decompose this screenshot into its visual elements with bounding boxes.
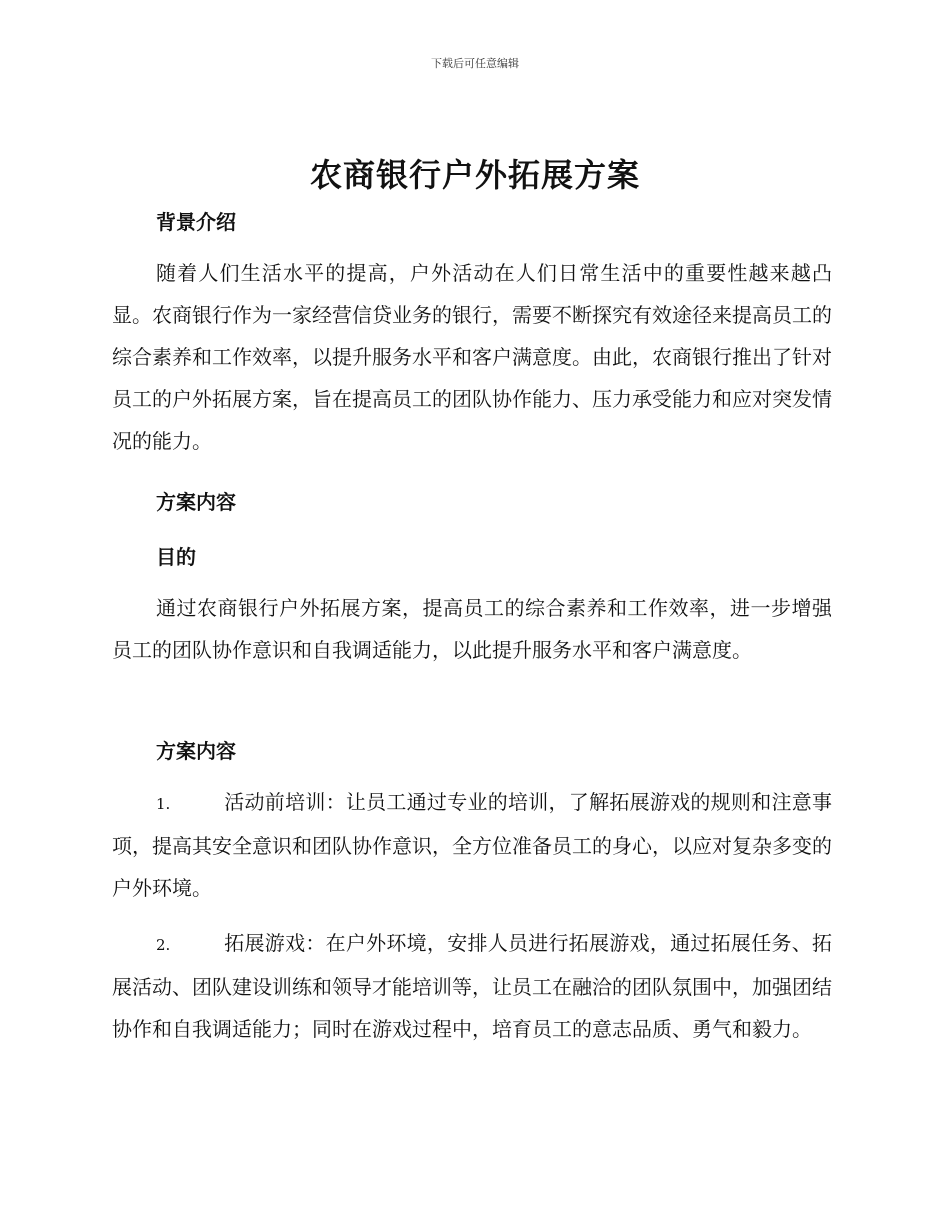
purpose-paragraph: 通过农商银行户外拓展方案，提高员工的综合素养和工作效率，进一步增强员工的团队协作意识和自我调适能力，以此提升服务水平和客户满意度。 bbox=[112, 596, 832, 662]
plan-content-heading: 方案内容 bbox=[156, 739, 236, 763]
list-item bbox=[112, 922, 832, 1050]
plan-heading: 方案内容 bbox=[156, 490, 236, 514]
list-item-text: 活动前培训：让员工通过专业的培训，了解拓展游戏的规则和注意事项，提高其安全意识和团队协作意识，全方位准备员工的身心，以应对复杂多变的户外环境。 bbox=[112, 790, 832, 900]
background-heading: 背景介绍 bbox=[156, 210, 236, 234]
document-title: 农商银行户外拓展方案 bbox=[309, 156, 640, 194]
list-item-text: 拓展游戏：在户外环境，安排人员进行拓展游戏，通过拓展任务、拓展活动、团队建设训练和领导才能培训等，让员工在融洽的团队氛围中，加强团结协作和自我调适能力；同时在游戏过程中，培育员工的意志品质、勇气和毅力。 bbox=[112, 931, 832, 1041]
background-paragraph: 随着人们生活水平的提高，户外活动在人们日常生活中的重要性越来越凸显。农商银行作为一家经营信贷业务的银行，需要不断探究有效途径来提高员工的综合素养和工作效率，以提升服务水平和客户满意度。由此，农商银行推出了针对员工的户外拓展方案，旨在提高员工的团队协作能力、压力承受能力和应对突发情况的能力。 bbox=[112, 261, 832, 453]
header-note: 下载后可任意编辑 bbox=[431, 57, 519, 70]
list-item-number: 1. bbox=[156, 795, 171, 813]
list-item bbox=[112, 781, 832, 909]
purpose-heading: 目的 bbox=[156, 545, 196, 569]
list-item-number: 2. bbox=[156, 936, 171, 954]
